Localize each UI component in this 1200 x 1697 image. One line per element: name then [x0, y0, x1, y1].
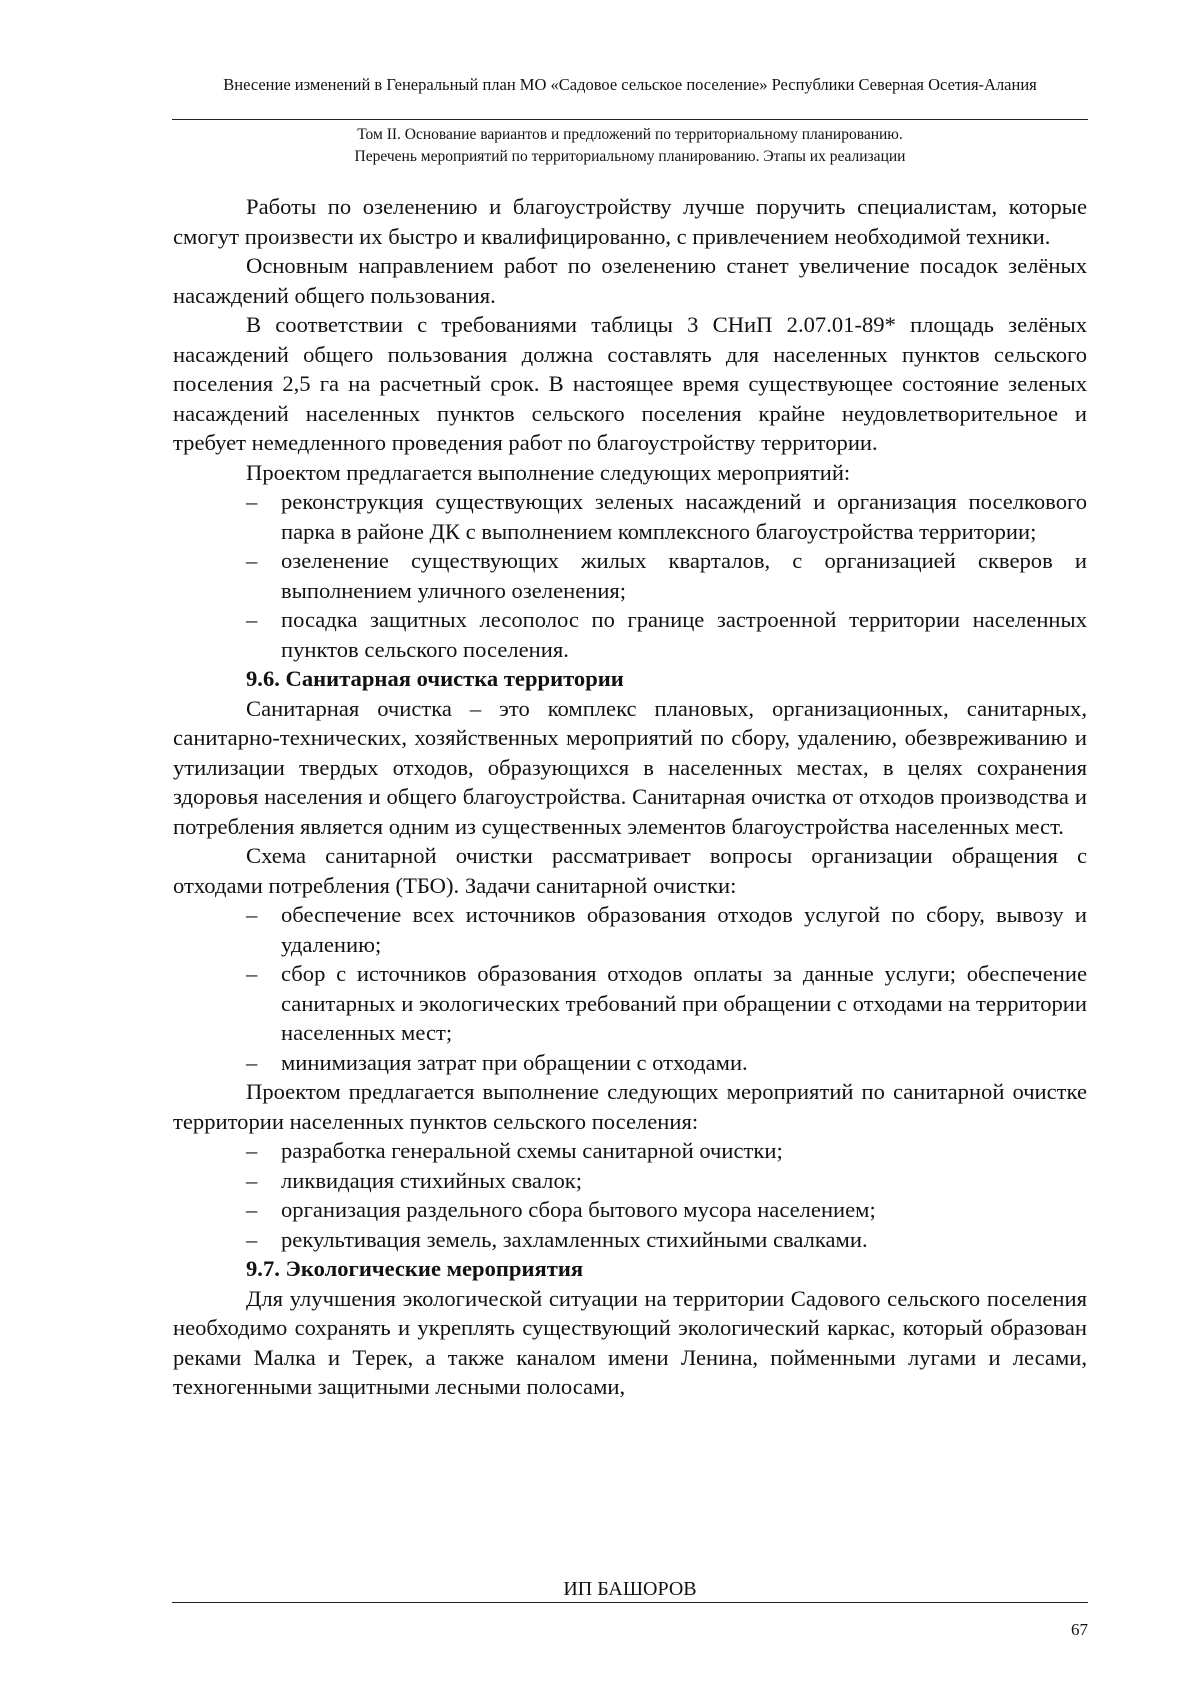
header-title: Внесение изменений в Генеральный план МО «Садовое сельское поселение» Республики Северная Осетия-Алания	[223, 75, 1037, 94]
list-item-text: сбор с источников образования отходов оплаты за данные услуги; обеспечение санитарных и экологических требований при обращении с отходами на территории населенных мест;	[281, 961, 1087, 1045]
list-item-text: организация раздельного сбора бытового мусора населением;	[281, 1197, 876, 1222]
paragraph: Для улучшения экологической ситуации на территории Садового сельского поселения необходимо сохранять и укреплять существующий экологический каркас, который образован реками Малка и Терек, а также каналом имени Ленина, пойменными лугами и лесами, техногенными защитными лесными полосами,	[173, 1285, 1087, 1399]
dash-bullet: –	[246, 961, 258, 986]
header-subtitle-line2: Перечень мероприятий по территориальному планированию. Этапы их реализации	[354, 148, 906, 165]
bullet-list	[173, 900, 1087, 1077]
section-heading: 9.7. Экологические мероприятия	[246, 1256, 584, 1281]
dash-bullet: –	[246, 1226, 258, 1252]
list-item-text: обеспечение всех источников образования отходов услугой по сбору, вывозу и удалению;	[281, 902, 1087, 957]
list-item-text: рекультивация земель, захламленных стихийными свалками.	[281, 1226, 868, 1252]
paragraph: Работы по озеленению и благоустройству лучше поручить специалистам, которые смогут произвести их быстро и квалифицированно, с привлечением необходимой техники.	[173, 194, 1087, 249]
paragraph: Проектом предлагается выполнение следующих мероприятий по санитарной очистке территории населенных пунктов сельского поселения:	[173, 1079, 1087, 1134]
dash-bullet: –	[246, 902, 258, 927]
dash-bullet: –	[246, 489, 258, 514]
list-item	[173, 900, 1087, 959]
list-item-text: посадка защитных лесополос по границе застроенной территории населенных пунктов сельского поселения.	[281, 607, 1087, 662]
list-item-text: разработка генеральной схемы санитарной очистки;	[281, 1138, 783, 1163]
section-heading: 9.6. Санитарная очистка территории	[246, 666, 624, 691]
list-item-text: ликвидация стихийных свалок;	[281, 1167, 582, 1193]
paragraph: Основным направлением работ по озеленению станет увеличение посадок зелёных насаждений общего пользования.	[173, 253, 1087, 308]
list-item	[173, 546, 1087, 605]
list-item	[173, 1136, 1087, 1166]
list-item	[173, 959, 1087, 1048]
dash-bullet: –	[246, 548, 258, 573]
page-number: 67	[1071, 1620, 1088, 1639]
bullet-list	[173, 487, 1087, 664]
dash-bullet: –	[246, 1197, 258, 1222]
paragraph: Проектом предлагается выполнение следующих мероприятий:	[246, 459, 851, 485]
list-item	[173, 1225, 1087, 1255]
paragraph: В соответствии с требованиями таблицы 3 СНиП 2.07.01-89* площадь зелёных насаждений общего пользования должна составлять для населенных пунктов сельского поселения 2,5 га на расчетный срок. В настоящее время существующее состояние зеленых насаждений населенных пунктов сельского поселения крайне неудовлетворительное и требует немедленного проведения работ по благоустройству территории.	[173, 312, 1087, 455]
list-item	[173, 1048, 1087, 1078]
dash-bullet: –	[246, 1167, 258, 1193]
list-item-text: озеленение существующих жилых кварталов, с организацией скверов и выполнением уличного озеленения;	[281, 548, 1087, 603]
header-subtitle-line1: Том II. Основание вариантов и предложений по территориальному планированию.	[357, 126, 903, 143]
list-item-text: минимизация затрат при обращении с отходами.	[281, 1049, 748, 1075]
bullet-list	[173, 1136, 1087, 1254]
list-item	[173, 1166, 1087, 1196]
paragraph: Схема санитарной очистки рассматривает вопросы организации обращения с отходами потребления (ТБО). Задачи санитарной очистки:	[173, 843, 1087, 898]
paragraph: Санитарная очистка – это комплекс плановых, организационных, санитарных, санитарно-технических, хозяйственных мероприятий по сбору, удалению, обезвреживанию и утилизации твердых отходов, образующихся в населенных местах, в целях сохранения здоровья населения и общего благоустройства. Санитарная очистка от отходов производства и потребления является одним из существенных элементов благоустройства населенных мест.	[173, 695, 1087, 839]
list-item	[173, 605, 1087, 664]
list-item	[173, 487, 1087, 546]
footer-rule	[172, 1602, 1088, 1603]
header-subtitle	[172, 124, 1088, 168]
footer-author: ИП БАШОРОВ	[563, 1578, 697, 1600]
list-item-text: реконструкция существующих зеленых насаждений и организация поселкового парка в районе ДК с выполнением комплексного благоустройства территории;	[281, 489, 1087, 544]
dash-bullet: –	[246, 607, 258, 632]
list-item	[173, 1195, 1087, 1225]
document-body	[173, 192, 1087, 1402]
header-rule	[172, 119, 1088, 120]
dash-bullet: –	[246, 1049, 258, 1075]
dash-bullet: –	[246, 1138, 258, 1163]
